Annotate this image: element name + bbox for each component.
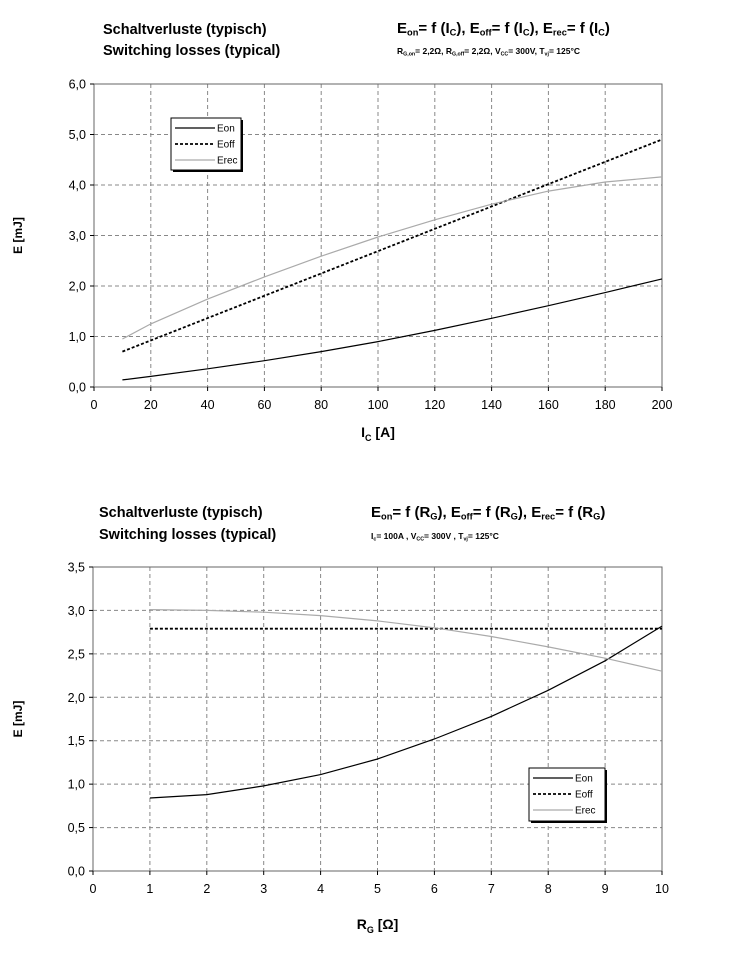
chart1-y-tick-label: 1,0 (68, 330, 86, 344)
chart2-x-tick-label: 10 (655, 882, 669, 896)
chart2-legend-label-eon: Eon (575, 773, 593, 785)
chart1-title-en: Switching losses (typical) (103, 43, 281, 59)
chart1-x-tick-label: 20 (143, 398, 158, 412)
chart1-y-tick-label: 4,0 (68, 178, 86, 193)
chart1-title-de: Schaltverluste (typisch) (103, 22, 267, 38)
chart1-x-tick-label: 120 (424, 398, 446, 412)
chart1-y-tick-label: 3,0 (68, 229, 86, 243)
chart1-x-tick-label: 0 (90, 398, 98, 412)
chart1-formula: $E_{on}= f$ $(I_C)$, $E_{off}= f$ $(I_C)$, $E_{rec}= f$ $(I_C)$ (397, 20, 610, 38)
chart2-y-tick-label: 2,5 (67, 647, 85, 662)
chart2-y-axis-label: E [mJ] (11, 700, 25, 738)
chart2-formula: $E_{on}= f$ $(R_G)$, $E_{off}= f$ $(R_G)$, $E_{rec}= f$ $(R_G)$ (371, 504, 606, 522)
chart1-y-axis-label: E [mJ] (11, 217, 25, 254)
chart1-y-tick-label: 2,0 (68, 279, 86, 294)
chart1-x-tick-label: 60 (257, 398, 272, 412)
chart2-legend-label-erec: Erec (575, 805, 596, 817)
chart1-y-tick-label: 5,0 (68, 128, 86, 142)
chart2-y-tick-label: 2,0 (67, 690, 85, 705)
chart1-x-tick-label: 40 (200, 398, 215, 412)
chart2-x-axis-label: $R_G$ [Ω] (356, 916, 399, 935)
chart2-y-tick-label: 0,5 (67, 821, 85, 836)
chart2-y-tick-label: 3,5 (67, 560, 85, 575)
chart2-y-tick-label: 3,0 (67, 603, 85, 618)
chart2-y-tick-label: 0,0 (67, 864, 85, 879)
chart1-legend-label-eoff: Eoff (217, 139, 235, 151)
chart1-legend-label-erec: Erec (217, 155, 238, 167)
chart1-legend-label-eon: Eon (217, 123, 235, 135)
chart1-x-axis-label: $I_C$ [A] (361, 424, 395, 443)
chart2-x-tick-label: 4 (317, 882, 325, 896)
chart1-x-tick-label: 140 (481, 398, 503, 412)
chart1-x-tick-label: 160 (537, 398, 559, 412)
chart2-x-tick-label: 6 (430, 882, 438, 896)
chart1-y-tick-label: 0,0 (68, 380, 86, 395)
chart2-legend-label-eoff: Eoff (575, 789, 593, 801)
chart2-y-tick-label: 1,5 (67, 734, 85, 749)
chart1-conditions: $R_{G,on}= 2,2\Omega$, $R_{G,off}= 2,2\Omega$, $V_{CC}= 300V$, $T_{vj}= 125^\circ C$ (397, 46, 580, 58)
chart1-x-tick-label: 80 (314, 398, 329, 412)
chart2-x-tick-label: 2 (203, 882, 211, 896)
chart2-x-tick-label: 3 (260, 882, 268, 896)
chart2-title-de: Schaltverluste (typisch) (99, 505, 263, 521)
chart2-x-tick-label: 5 (374, 882, 381, 896)
chart2-x-tick-label: 7 (487, 882, 495, 896)
chart2-x-tick-label: 9 (601, 882, 609, 896)
chart1-x-tick-label: 200 (651, 398, 673, 412)
chart2-y-tick-label: 1,0 (67, 777, 85, 792)
chart2-x-tick-label: 1 (146, 882, 154, 896)
chart1-y-tick-label: 6,0 (68, 77, 86, 92)
chart1-x-tick-label: 100 (367, 398, 389, 412)
chart2-x-tick-label: 8 (544, 882, 552, 896)
chart1-x-tick-label: 180 (594, 398, 616, 412)
chart2-x-tick-label: 0 (89, 882, 97, 896)
chart2-legend (529, 768, 607, 823)
chart2-title-en: Switching losses (typical) (99, 527, 277, 543)
chart1-legend (171, 118, 243, 172)
chart2-conditions: $I_c= 100A$ , $V_{CC}= 300V$ , $T_{vj}= 125^\circ C$ (371, 531, 499, 543)
